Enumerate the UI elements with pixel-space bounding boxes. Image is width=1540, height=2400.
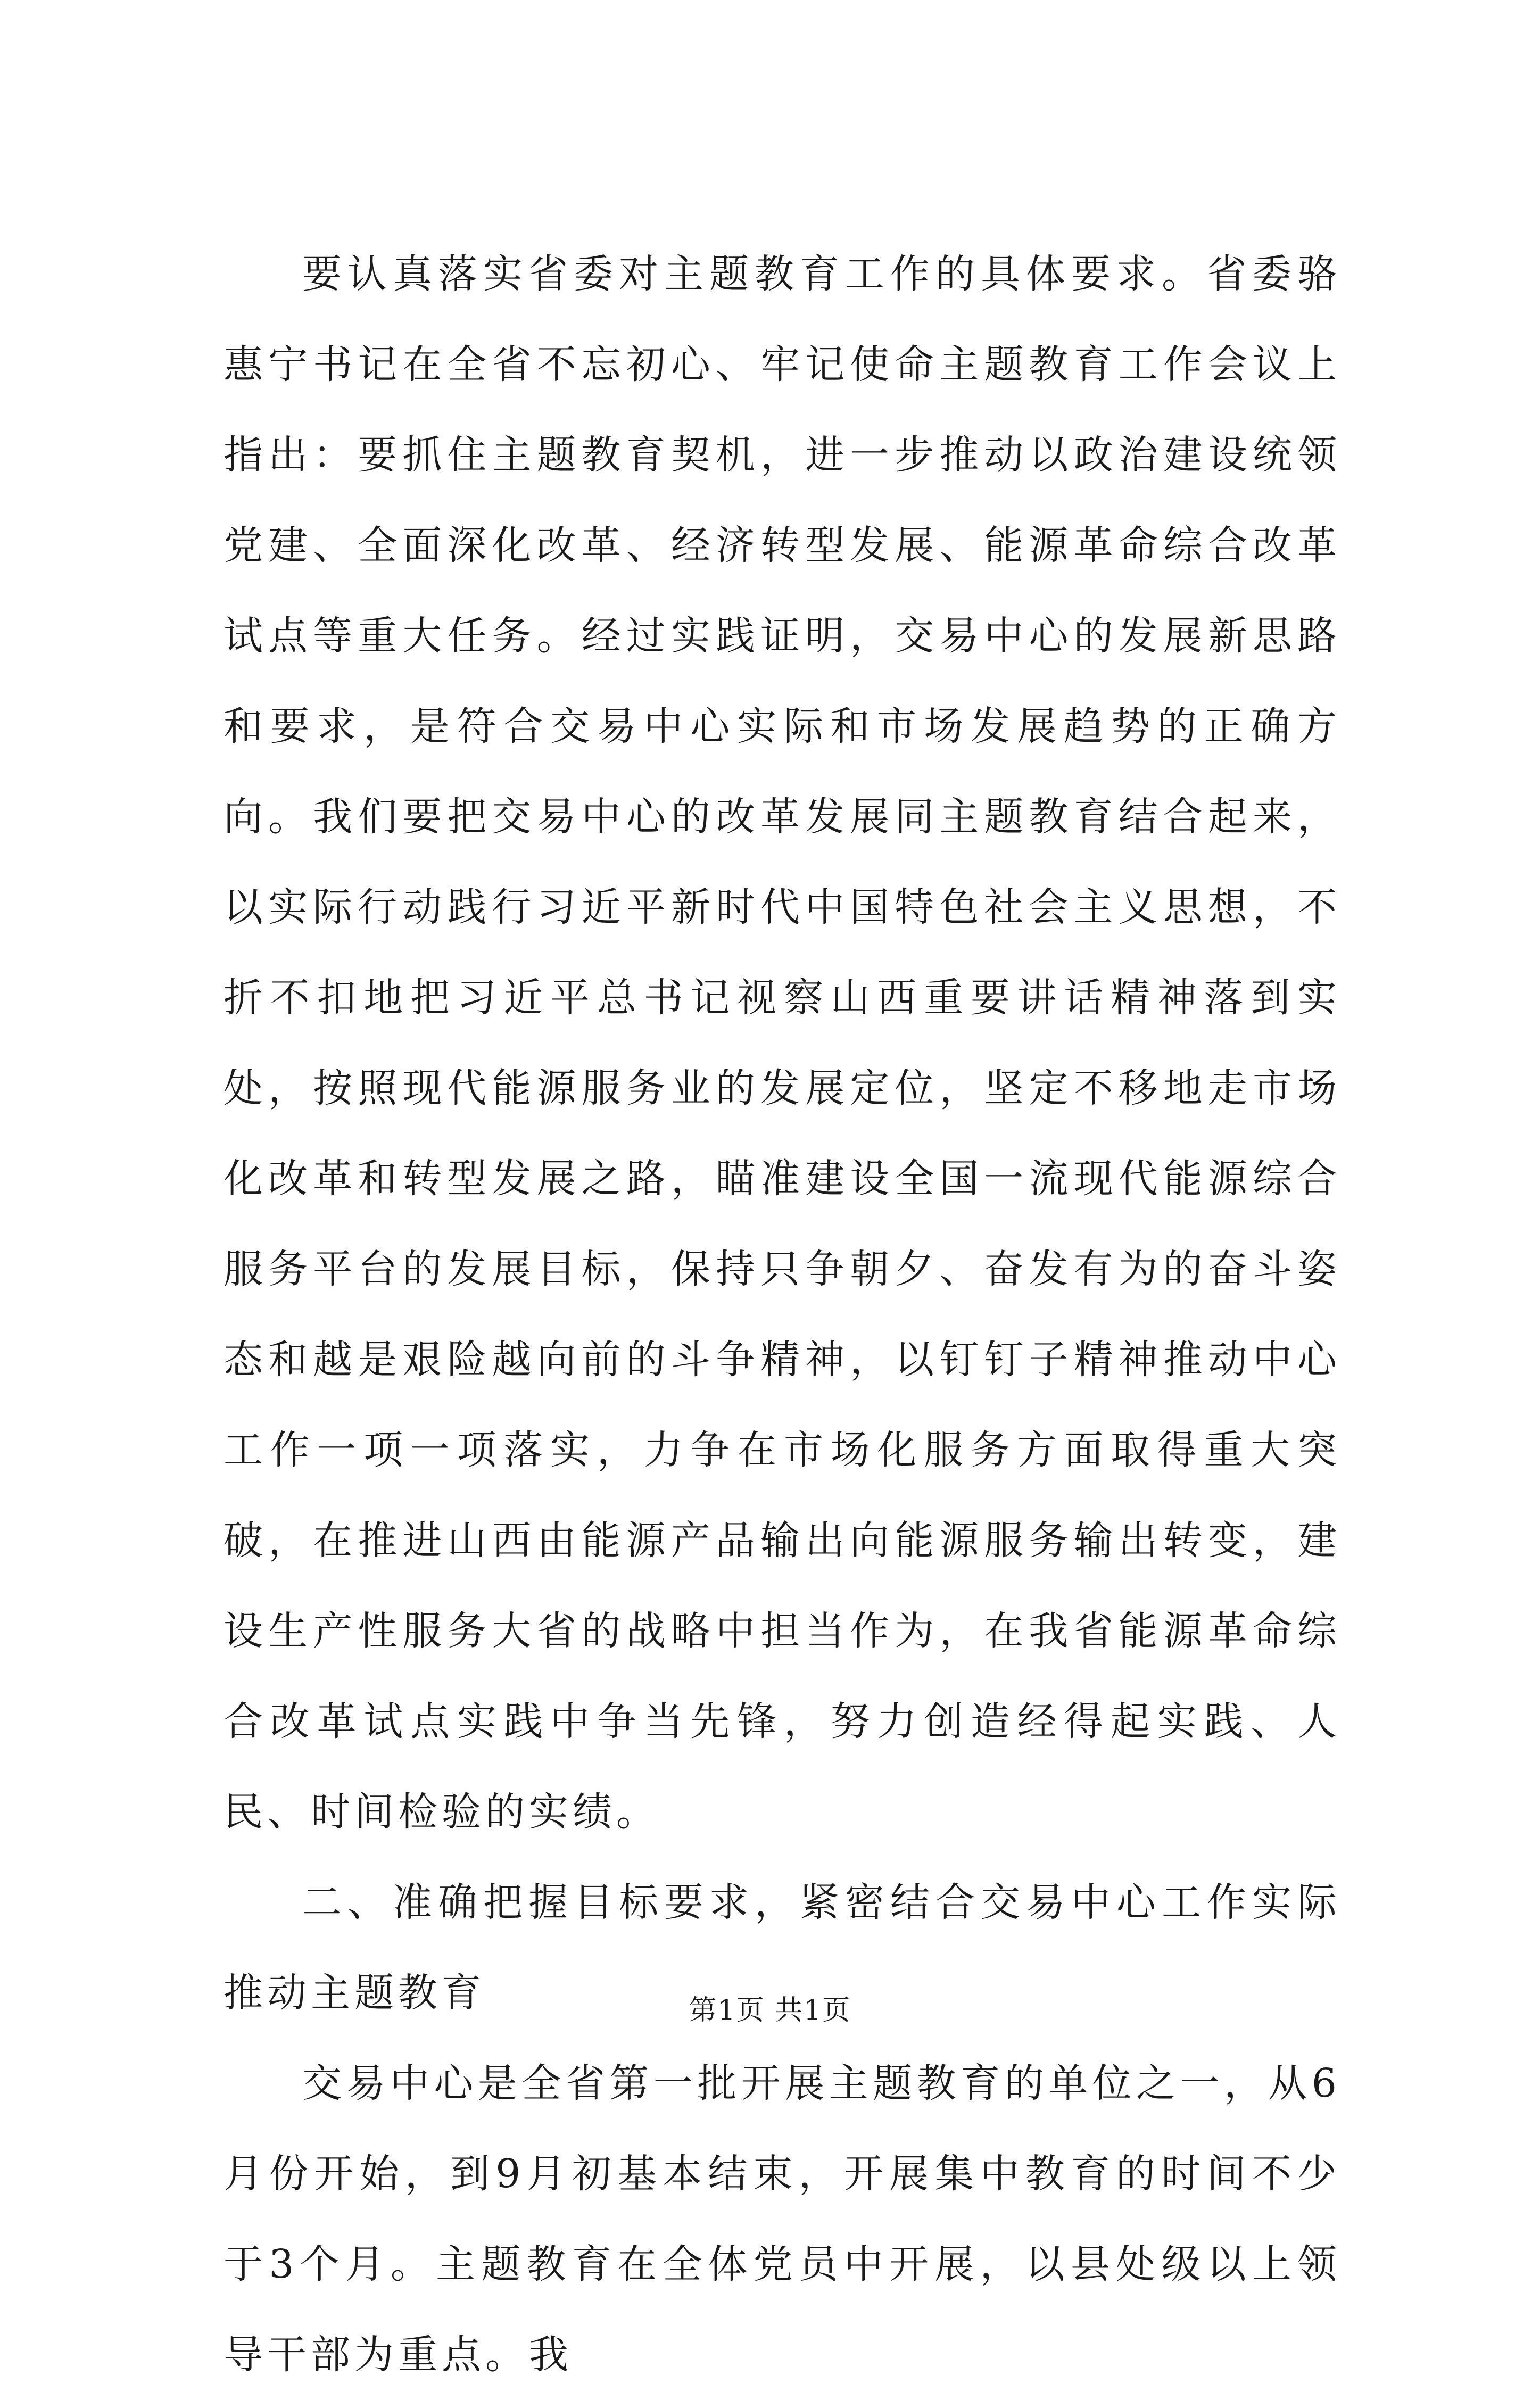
page-number: 第1页 共1页	[689, 1995, 851, 2026]
paragraph-schedule: 交易中心是全省第一批开展主题教育的单位之一，从6月份开始，到9月初基本结束，开展集中教育的时间不少于3个月。主题教育在全体党员中开展，以县处级以上领导干部为重点。我	[223, 2060, 1341, 2378]
paragraph-requirements: 要认真落实省委对主题教育工作的具体要求。省委骆惠宁书记在全省不忘初心、牢记使命主题教育工作会议上指出：要抓住主题教育契机，进一步推动以政治建设统领党建、全面深化改革、经济转型发展、能源革命综合改革试点等重大任务。经过实践证明，交易中心的发展新思路和要求，是符合交易中心实际和市场发展趋势的正确方向。我们要把交易中心的改革发展同主题教育结合起来，以实际行动践行习近平新时代中国特色社会主义思想，不折不扣地把习近平总书记视察山西重要讲话精神落到实处，按照现代能源服务业的发展定位，坚定不移地走市场化改革和转型发展之路，瞄准建设全国一流现代能源综合服务平台的发展目标，保持只争朝夕、奋发有为的奋斗姿态和越是艰险越向前的斗争精神，以钉钉子精神推动中心工作一项一项落实，力争在市场化服务方面取得重大突破，在推进山西由能源产品输出向能源服务输出转变，建设生产性服务大省的战略中担当作为，在我省能源革命综合改革试点实践中争当先锋，努力创造经得起实践、人民、时间检验的实绩。	[223, 251, 1341, 1835]
document-body	[223, 229, 1341, 2400]
page-footer	[0, 1988, 1540, 2027]
section-heading-two: 二、准确把握目标要求，紧密结合交易中心工作实际推动主题教育	[223, 1880, 1341, 2016]
